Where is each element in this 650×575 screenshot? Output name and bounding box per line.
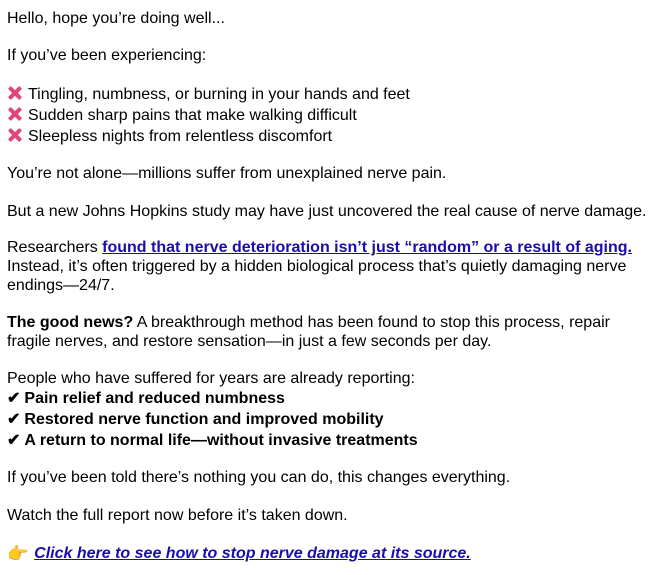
symptom-item: [7, 106, 357, 125]
study-link[interactable]: found that nerve deterioration isn’t just “random” or a result of aging.: [102, 239, 632, 256]
benefit-text: Pain relief and reduced numbness: [24, 390, 285, 407]
check-mark-icon: ✔: [7, 432, 21, 449]
benefit-item: [7, 389, 285, 408]
symptom-text: Sleepless nights from relentless discomfort: [28, 128, 333, 145]
study-text: But a new Johns Hopkins study may have just uncovered the real cause of nerve damage.: [7, 203, 647, 220]
greeting-text: Hello, hope you’re doing well...: [7, 10, 225, 27]
cta-link[interactable]: Click here to see how to stop nerve damage at its source.: [34, 545, 471, 562]
cta-line: [7, 544, 471, 563]
pointing-hand-icon: 👉: [7, 544, 29, 563]
symptom-item: [7, 85, 410, 104]
researchers-suffix: Instead, it’s often triggered by a hidden biological process that’s quietly damaging nerve endings—24/7.: [7, 258, 627, 294]
told-text: If you’ve been told there’s nothing you can do, this changes everything.: [7, 469, 511, 486]
reporting-text: People who have suffered for years are already reporting:: [7, 370, 415, 387]
benefit-text: A return to normal life—without invasive treatments: [24, 432, 418, 449]
researchers-prefix: Researchers: [7, 239, 103, 256]
cross-mark-icon: [7, 127, 23, 143]
not-alone-text: You’re not alone—millions suffer from unexplained nerve pain.: [7, 165, 447, 182]
check-mark-icon: ✔: [7, 390, 21, 407]
benefit-item: [7, 431, 418, 450]
good-news-paragraph: [7, 313, 643, 351]
benefit-item: [7, 410, 384, 429]
symptom-text: Tingling, numbness, or burning in your hands and feet: [28, 86, 410, 103]
cross-mark-icon: [7, 85, 23, 101]
intro-text: If you’ve been experiencing:: [7, 47, 207, 64]
watch-text: Watch the full report now before it’s taken down.: [7, 507, 348, 524]
researchers-paragraph: [7, 238, 643, 295]
symptom-item: [7, 127, 332, 146]
benefit-text: Restored nerve function and improved mobility: [24, 411, 384, 428]
cross-mark-icon: [7, 106, 23, 122]
good-news-lead: The good news?: [7, 314, 134, 331]
check-mark-icon: ✔: [7, 411, 21, 428]
symptom-text: Sudden sharp pains that make walking difficult: [28, 107, 357, 124]
good-news-text: A breakthrough method has been found to stop this process, repair fragile nerves, and restore sensation—in just a few seconds per day.: [7, 314, 610, 350]
